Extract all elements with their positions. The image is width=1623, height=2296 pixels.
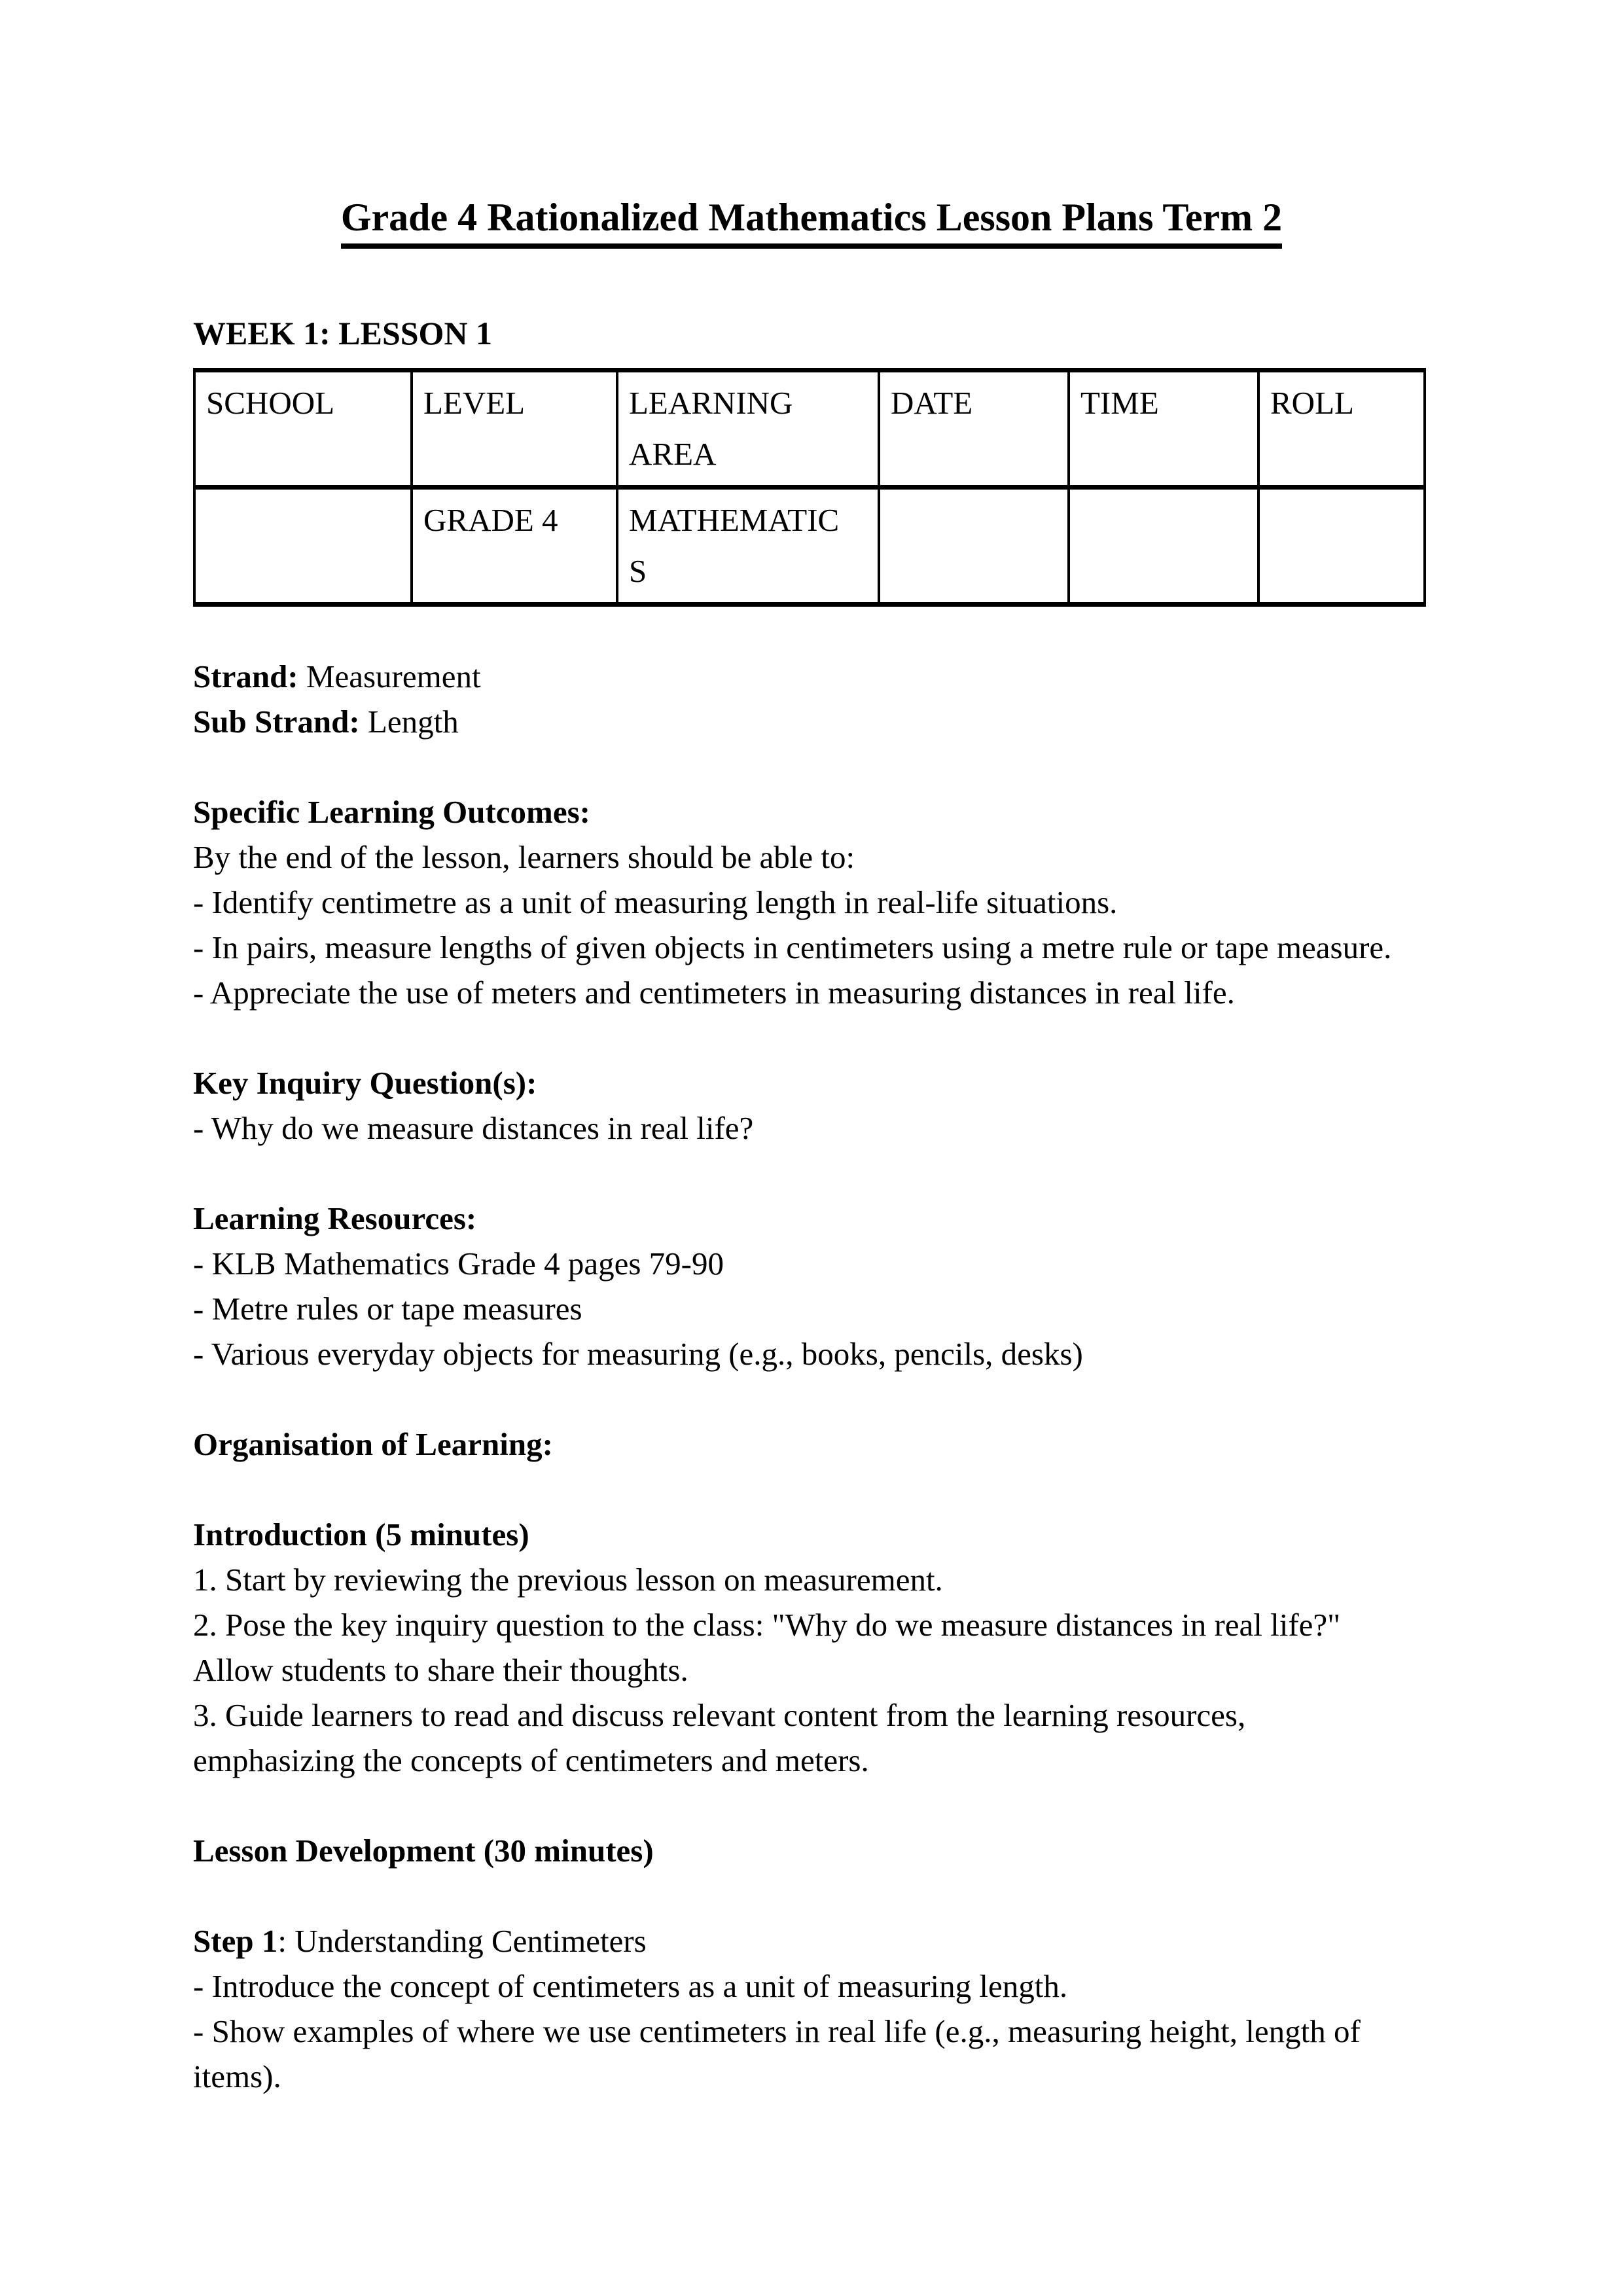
header-cell-level: LEVEL — [412, 370, 617, 488]
strand-line — [193, 654, 1430, 699]
sub-strand-value: Length — [367, 704, 459, 740]
learning-resources-heading: Learning Resources: — [193, 1200, 477, 1236]
lesson-development-heading: Lesson Development (30 minutes) — [193, 1833, 654, 1869]
header-cell-school: SCHOOL — [194, 370, 412, 488]
header-cell-date: DATE — [879, 370, 1069, 488]
key-inquiry-heading: Key Inquiry Question(s): — [193, 1065, 537, 1101]
resource-item: - Various everyday objects for measuring (e.g., books, pencils, desks) — [193, 1336, 1083, 1372]
strand-value: Measurement — [306, 658, 481, 694]
cell-time-value — [1069, 488, 1258, 605]
key-inquiry-section — [193, 1060, 1430, 1151]
introduction-step: 3. Guide learners to read and discuss relevant content from the learning resources, — [193, 1697, 1246, 1733]
strand-section — [193, 654, 1430, 744]
outcome-item: - Identify centimetre as a unit of measuring length in real-life situations. — [193, 884, 1118, 920]
cell-school-value — [194, 488, 412, 605]
organisation-heading: Organisation of Learning: — [193, 1426, 553, 1462]
key-inquiry-item: - Why do we measure distances in real life? — [193, 1110, 754, 1146]
cell-roll-value — [1258, 488, 1425, 605]
outcome-item: - In pairs, measure lengths of given objects in centimeters using a metre rule or tape measure. — [193, 929, 1392, 965]
cell-level-value: GRADE 4 — [412, 488, 617, 605]
learning-outcomes-section — [193, 789, 1430, 1015]
resource-item: - Metre rules or tape measures — [193, 1291, 582, 1327]
introduction-section — [193, 1512, 1430, 1783]
organisation-section — [193, 1422, 1430, 1467]
introduction-step-continued: Allow students to share their thoughts. — [193, 1652, 688, 1688]
cell-date-value — [879, 488, 1069, 605]
header-cell-roll: ROLL — [1258, 370, 1425, 488]
outcome-item: - Appreciate the use of meters and centimeters in measuring distances in real life. — [193, 975, 1235, 1011]
step1-item: - Introduce the concept of centimeters as a unit of measuring length. — [193, 1968, 1068, 2004]
step1-title: : Understanding Centimeters — [277, 1923, 647, 1959]
info-table-header-row — [194, 370, 1425, 488]
info-table-value-row — [194, 488, 1425, 605]
learning-outcomes-intro: By the end of the lesson, learners should be able to: — [193, 839, 855, 875]
cell-learning-area-value: MATHEMATICS — [617, 488, 879, 605]
learning-outcomes-heading: Specific Learning Outcomes: — [193, 794, 590, 830]
sub-strand-label: Sub Strand: — [193, 704, 360, 740]
step1-item: - Show examples of where we use centimeters in real life (e.g., measuring height, length of — [193, 2013, 1361, 2049]
step1-section — [193, 1918, 1430, 2099]
step1-item-continued: items). — [193, 2058, 281, 2094]
header-cell-learning-area: LEARNING AREA — [617, 370, 879, 488]
title-row — [193, 196, 1430, 249]
document-title: Grade 4 Rationalized Mathematics Lesson Plans Term 2 — [341, 196, 1282, 249]
lesson-development-heading-section — [193, 1828, 1430, 1873]
strand-label: Strand: — [193, 658, 298, 694]
learning-resources-section — [193, 1196, 1430, 1376]
week-lesson-heading: WEEK 1: LESSON 1 — [193, 315, 493, 351]
introduction-heading: Introduction (5 minutes) — [193, 1516, 529, 1552]
introduction-step: 1. Start by reviewing the previous lesson on measurement. — [193, 1562, 943, 1598]
step1-title-line — [193, 1918, 1430, 1964]
header-cell-time: TIME — [1069, 370, 1258, 488]
introduction-step: 2. Pose the key inquiry question to the class: "Why do we measure distances in real life?" — [193, 1607, 1341, 1643]
resource-item: - KLB Mathematics Grade 4 pages 79-90 — [193, 1246, 724, 1282]
step1-label: Step 1 — [193, 1923, 278, 1959]
introduction-step-continued: emphasizing the concepts of centimeters and meters. — [193, 1742, 869, 1778]
sub-strand-line — [193, 699, 1430, 744]
lesson-info-table — [193, 368, 1426, 607]
